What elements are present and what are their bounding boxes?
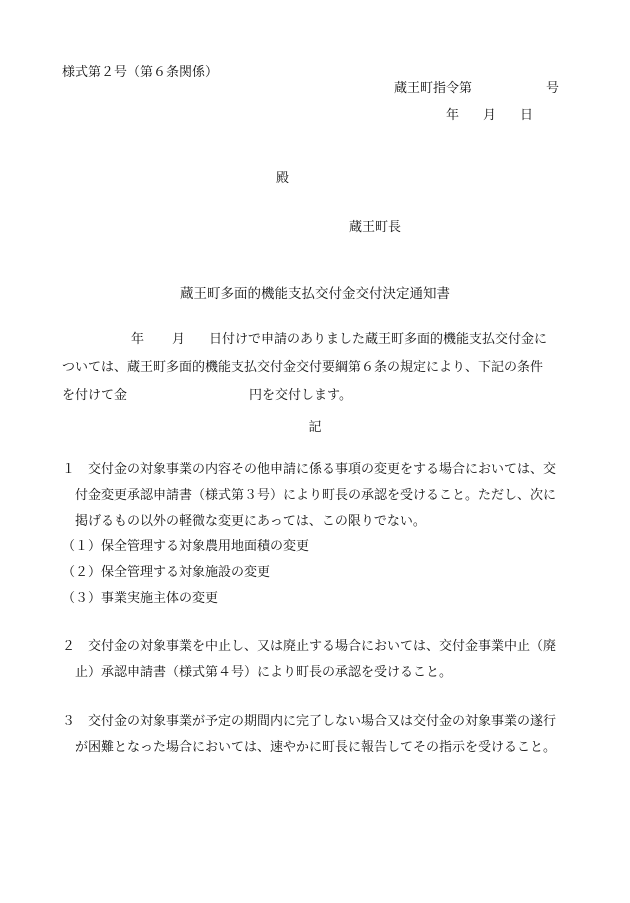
body-line-3 (62, 382, 582, 410)
condition-number: １ (62, 462, 76, 477)
body-line-1 (62, 326, 582, 354)
issuer-name: 蔵王町長 (349, 220, 402, 235)
condition-item-1 (62, 457, 576, 535)
condition-3-line-1: ３ 交付金の対象事業が予定の期間内に完了しない場合又は交付金の対象事業の遂行 (62, 709, 576, 735)
body-line-2: ついては、蔵王町多面的機能支払交付金交付要綱第６条の規定により、下記の条件 (62, 360, 544, 375)
body-year: 年 (131, 332, 145, 347)
date-year: 年 (446, 108, 460, 123)
condition-1-line-3: 掲げるもの以外の軽微な変更にあっては、この限りでない。 (75, 514, 426, 529)
addressee-honorific: 殿 (276, 171, 290, 186)
condition-2-line-2: 止）承認申請書（様式第４号）により町長の承認を受けること。 (75, 665, 453, 680)
condition-2-line-1: ２ 交付金の対象事業を中止し、又は廃止する場合においては、交付金事業中止（廃 (62, 634, 576, 660)
date-day: 日 (520, 108, 534, 123)
condition-1-line-2: 付金変更承認申請書（様式第３号）により町長の承認を受けること。ただし、次に (75, 488, 557, 503)
document-number-suffix: 号 (546, 81, 560, 96)
date-month: 月 (483, 108, 497, 123)
issue-date (446, 109, 533, 122)
document-number (394, 82, 559, 95)
amount-prefix: を付けて金 (62, 388, 128, 403)
amount-suffix: 円を交付します。 (249, 388, 352, 403)
condition-item-3 (62, 709, 576, 761)
ki-heading: 記 (308, 420, 322, 435)
document-number-prefix: 蔵王町指令第 (394, 81, 473, 96)
sub-item-1: （１）保全管理する対象農用地面積の変更 (62, 539, 310, 554)
document-title: 蔵王町多面的機能支払交付金交付決定通知書 (180, 286, 450, 302)
condition-3-line-2: が困難となった場合においては、速やかに町長に報告してその指示を受けること。 (75, 740, 557, 755)
sub-item-3: （３）事業実施主体の変更 (62, 591, 219, 606)
condition-item-2 (62, 634, 576, 686)
body-month: 月 (172, 332, 186, 347)
condition-number: ３ (62, 714, 76, 729)
sub-item-2: （２）保全管理する対象施設の変更 (62, 565, 271, 580)
body-line-1-text: 日付けで申請のありました蔵王町多面的機能支払交付金に (209, 332, 548, 347)
notice-body (62, 326, 582, 410)
condition-number: ２ (62, 639, 76, 654)
form-number: 様式第２号（第６条関係） (62, 65, 219, 80)
condition-1-line-1: １ 交付金の対象事業の内容その他申請に係る事項の変更をする場合においては、交 (62, 457, 576, 483)
